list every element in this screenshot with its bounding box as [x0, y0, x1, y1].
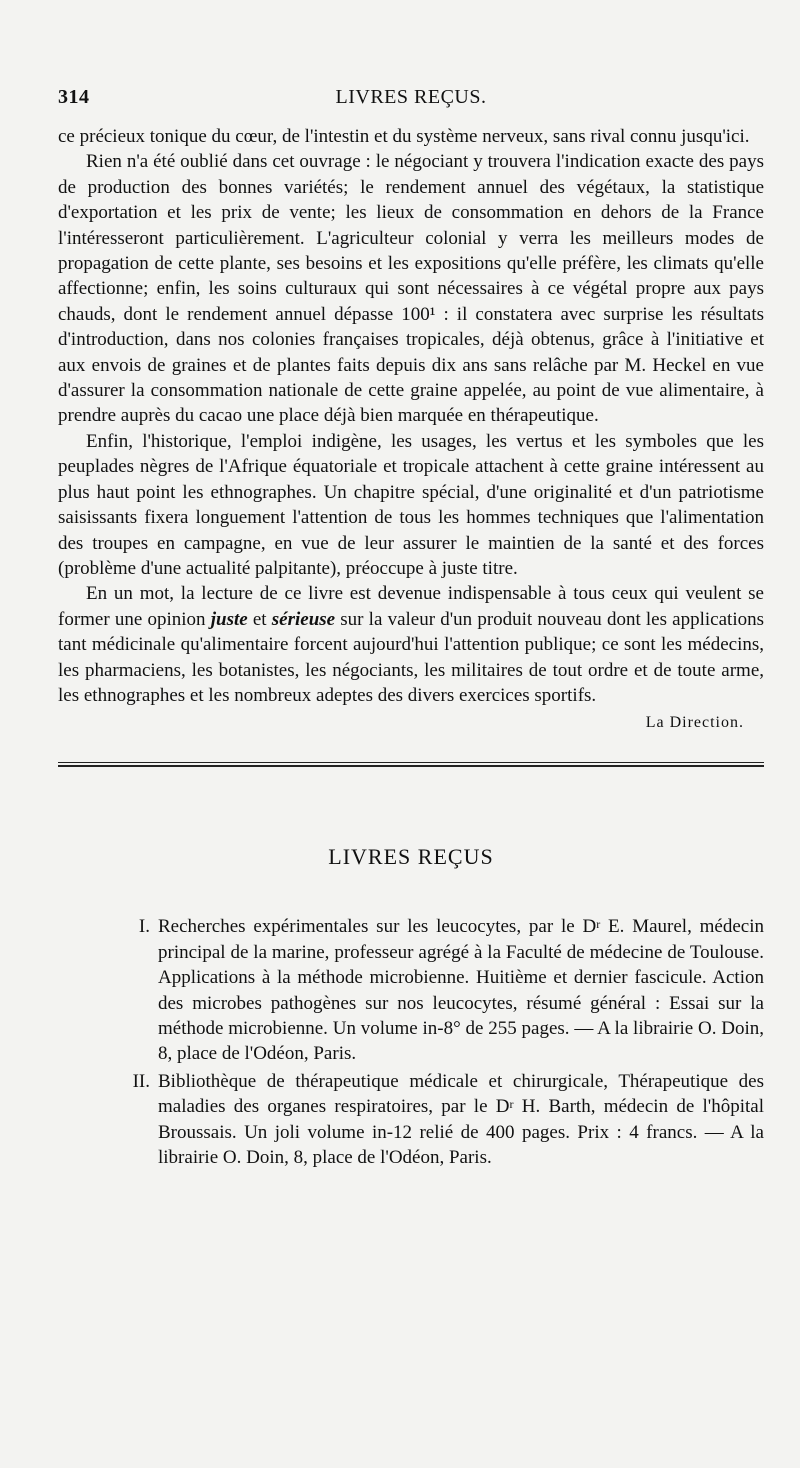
section-title: LIVRES REÇUS	[328, 844, 494, 870]
entry-text	[158, 914, 764, 1066]
page-number: 314	[58, 86, 90, 108]
paragraph: ce précieux tonique du cœur, de l'intestin et du système nerveux, sans rival connu jusqu'ici.	[58, 126, 750, 147]
paragraph: Enfin, l'historique, l'emploi indigène, les usages, les vertus et les symboles que les peuplades nègres de l'Afrique équatoriale et tropicale attachent à cette graine intéressent au plus haut point les ethnographes. Un chapitre spécial, d'une originalité et d'un patriotisme saisissants fixera longuement l'attention de tous les hommes techniques que l'alimentation des troupes en campagne, en vue de leur assurer le maintien de la santé et des forces (problème d'une actualité palpitante), préoccupe à juste titre.	[58, 430, 764, 579]
paragraph-conclusion	[58, 581, 764, 708]
running-head	[58, 86, 764, 124]
text-span: sur la valeur d'un produit nouveau dont les applications tant médicinale qu'alimentaire forcent aujourd'hui l'attention publique; ce sont les médecins, les pharmaciens, les botanistes, les négociants, les militaires de tout ordre et de toute arme, les ethnographes et les nombreux adeptes des divers exercices sportifs.	[58, 608, 764, 706]
entry-text-start: Recherches expérimentales sur les leucocytes, par le D	[158, 916, 597, 938]
entry-number: I.	[138, 916, 150, 938]
text-span: En un mot, la lecture de ce livre est devenue indispensable à tous ceux qui veulent se former une opinion	[58, 583, 764, 630]
page	[58, 86, 764, 1172]
signature: La Direction.	[645, 714, 744, 732]
divider-thick-line	[58, 765, 764, 767]
entry-text	[158, 1069, 764, 1171]
book-list	[58, 914, 764, 1170]
running-title: LIVRES REÇUS.	[335, 86, 487, 108]
book-entry	[58, 1069, 764, 1171]
superscript: r	[509, 1097, 514, 1112]
entry-text-start: Bibliothèque de thérapeutique médicale et chirurgicale, Thérapeutique des maladies des organes respiratoires, par le D	[158, 1070, 764, 1118]
book-entry	[58, 914, 764, 1066]
emphasis-serieuse: sérieuse	[271, 608, 336, 630]
entry-text-rest: E. Maurel, médecin principal de la marine, professeur agrégé à la Faculté de médecine de Toulouse. Applications à la méthode microbienne. Huitième et dernier fascicule. Action des microbes pathogènes sur nos leucocytes, résumé général : Essai sur la méthode microbienne. Un volume in-8° de 255 pages. — A la librairie O. Doin, 8, place de l'Odéon, Paris.	[158, 916, 764, 1065]
review-body	[58, 124, 764, 708]
section-divider	[58, 762, 764, 768]
emphasis-juste: juste	[210, 608, 248, 630]
text-span: et	[247, 608, 272, 630]
superscript: r	[596, 917, 601, 932]
paragraph: Rien n'a été oublié dans cet ouvrage : le négociant y trouvera l'indication exacte des pays de production des bonnes variétés; le rendement annuel des végétaux, la statistique d'exportation et les prix de vente; les lieux de consommation en dehors de la France l'intéresseront particulièrement. L'agriculteur colonial y verra les meilleurs modes de propagation de cette plante, ses besoins et les expositions qu'elle préfère, les climats qu'elle affectionne; enfin, les soins culturaux qui sont nécessaires à ce végétal propre aux pays chauds, dont le rendement annuel dépasse 100¹ : il constatera avec surprise les résultats d'introduction, dans nos colonies françaises tropicales, déjà obtenus, grâce à l'initiative et aux envois de graines et de plantes faits depuis dix ans sans relâche par M. Heckel en vue d'assurer la consommation nationale de cette graine appelée, au point de vue alimentaire, à prendre auprès du cacao une place déjà bien marquée en thérapeutique.	[58, 151, 764, 427]
entry-number: II.	[132, 1070, 150, 1092]
divider-thin-line	[58, 762, 764, 763]
entry-text-rest: H. Barth, médecin de l'hôpital Broussais. Un joli volume in-12 relié de 400 pages. Prix : 4 francs. — A la librairie O. Doin, 8, place de l'Odéon, Paris.	[158, 1096, 765, 1168]
